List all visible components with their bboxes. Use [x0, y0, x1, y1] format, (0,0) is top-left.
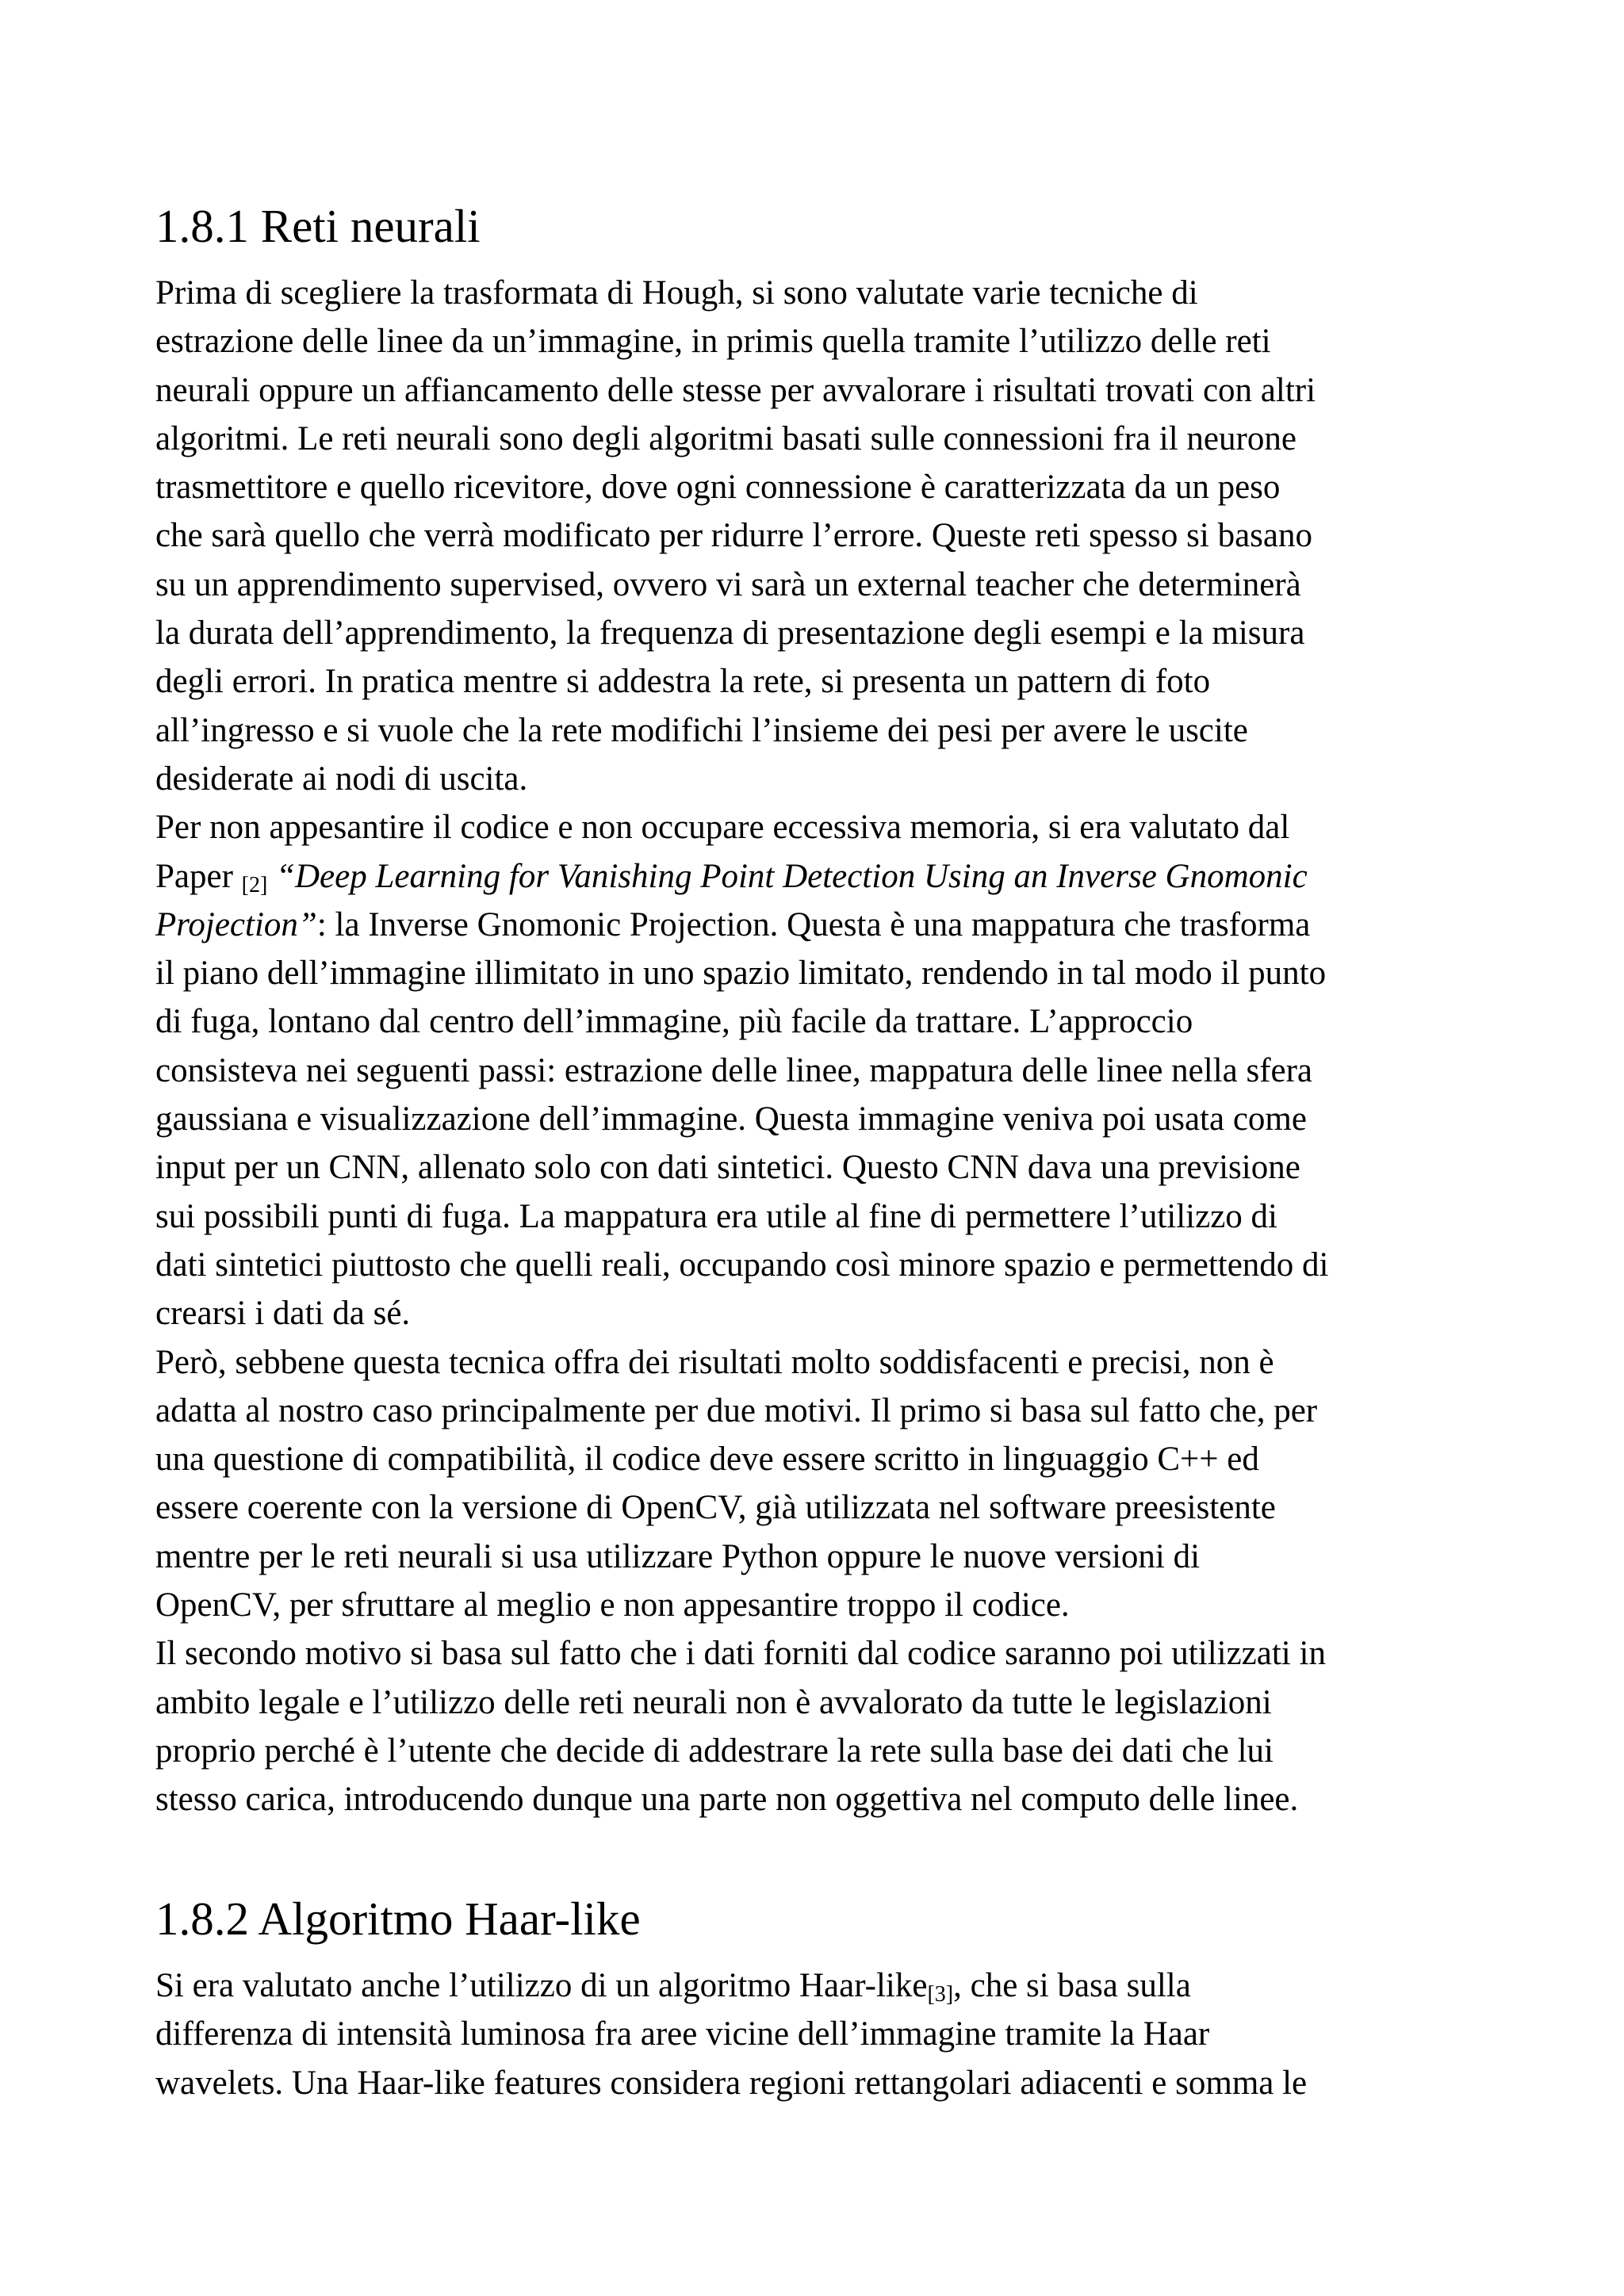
section-algoritmo-haar-like: [155, 1887, 1472, 2107]
text-line: essere coerente con la versione di OpenCV, già utilizzata nel software preesistente: [155, 1489, 1276, 1527]
text-line: una questione di compatibilità, il codice deve essere scritto in linguaggio C++ ed: [155, 1441, 1259, 1479]
text-line: crearsi i dati da sé.: [155, 1295, 411, 1333]
text-run: Si era valutato anche l’utilizzo di un algoritmo Haar-like: [155, 1967, 928, 2004]
section-heading: 1.8.2 Algoritmo Haar-like: [155, 1892, 641, 1945]
text-line: wavelets. Una Haar-like features considera regioni rettangolari adiacenti e somma le: [155, 2064, 1308, 2102]
text-run: Paper: [155, 857, 242, 895]
paper-title-italic: Projection”: [155, 905, 317, 943]
paper-title-italic: “Deep Learning for Vanishing Point Detection Using an Inverse Gnomonic: [267, 857, 1308, 895]
text-line: adatta al nostro caso principalmente per due motivi. Il primo si basa sul fatto che, per: [155, 1391, 1318, 1429]
text-line: il piano dell’immagine illimitato in uno spazio limitato, rendendo in tal modo il punto: [155, 955, 1327, 993]
text-line: proprio perché è l’utente che decide di addestrare la rete sulla base dei dati che lui: [155, 1732, 1274, 1770]
text-line: [155, 852, 1472, 901]
section-body: [155, 1961, 1472, 2107]
text-line: neurali oppure un affiancamento delle stesse per avvalorare i risultati trovati con altri: [155, 371, 1316, 409]
text-line: sui possibili punti di fuga. La mappatura era utile al fine di permettere l’utilizzo di: [155, 1197, 1277, 1235]
text-line: stesso carica, introducendo dunque una parte non oggettiva nel computo delle linee.: [155, 1781, 1299, 1819]
text-line: gaussiana e visualizzazione dell’immagine. Questa immagine veniva poi usata come: [155, 1100, 1307, 1138]
reference-marker: [2]: [241, 872, 268, 897]
section-reti-neurali: [155, 194, 1472, 1824]
text-line: input per un CNN, allenato solo con dati sintetici. Questo CNN dava una previsione: [155, 1149, 1300, 1187]
text-line: dati sintetici piuttosto che quelli reali, occupando così minore spazio e permettendo di: [155, 1246, 1329, 1284]
text-run: , che si basa sulla: [953, 1967, 1191, 2004]
text-line: desiderate ai nodi di uscita.: [155, 760, 528, 798]
text-line: differenza di intensità luminosa fra aree vicine dell’immagine tramite la Haar: [155, 2015, 1210, 2053]
text-run: : la Inverse Gnomonic Projection. Questa è una mappatura che trasforma: [316, 905, 1311, 943]
section-body: [155, 269, 1472, 1824]
text-line: [155, 901, 1472, 949]
text-line: algoritmi. Le reti neurali sono degli algoritmi basati sulle connessioni fra il neurone: [155, 419, 1297, 457]
section-heading: 1.8.1 Reti neurali: [155, 200, 481, 252]
text-line: ambito legale e l’utilizzo delle reti neurali non è avvalorato da tutte le legislazioni: [155, 1683, 1272, 1721]
text-line: all’ingresso e si vuole che la rete modifichi l’insieme dei pesi per avere le uscite: [155, 711, 1248, 749]
text-line: che sarà quello che verrà modificato per ridurre l’errore. Queste reti spesso si basano: [155, 517, 1312, 555]
text-line: consisteva nei seguenti passi: estrazione delle linee, mappatura delle linee nella sfera: [155, 1051, 1313, 1089]
text-line: Prima di scegliere la trasformata di Hough, si sono valutate varie tecniche di: [155, 274, 1198, 312]
text-line: estrazione delle linee da un’immagine, in primis quella tramite l’utilizzo delle reti: [155, 323, 1271, 361]
reference-marker: [3]: [927, 1982, 954, 2007]
text-line: degli errori. In pratica mentre si addestra la rete, si presenta un pattern di foto: [155, 663, 1211, 701]
text-line: [155, 1961, 1472, 2010]
text-line: su un apprendimento supervised, ovvero vi sarà un external teacher che determinerà: [155, 565, 1301, 603]
text-line: la durata dell’apprendimento, la frequenza di presentazione degli esempi e la misura: [155, 614, 1305, 652]
text-line: trasmettitore e quello ricevitore, dove ogni connessione è caratterizzata da un peso: [155, 469, 1281, 507]
text-line: di fuga, lontano dal centro dell’immagine, più facile da trattare. L’approccio: [155, 1003, 1193, 1041]
text-line: OpenCV, per sfruttare al meglio e non appesantire troppo il codice.: [155, 1586, 1070, 1624]
text-line: Per non appesantire il codice e non occupare eccessiva memoria, si era valutato dal: [155, 809, 1290, 847]
text-line: Il secondo motivo si basa sul fatto che i dati forniti dal codice saranno poi utilizzati in: [155, 1635, 1326, 1673]
text-line: Però, sebbene questa tecnica offra dei risultati molto soddisfacenti e precisi, non è: [155, 1343, 1274, 1381]
text-line: mentre per le reti neurali si usa utilizzare Python oppure le nuove versioni di: [155, 1537, 1201, 1575]
